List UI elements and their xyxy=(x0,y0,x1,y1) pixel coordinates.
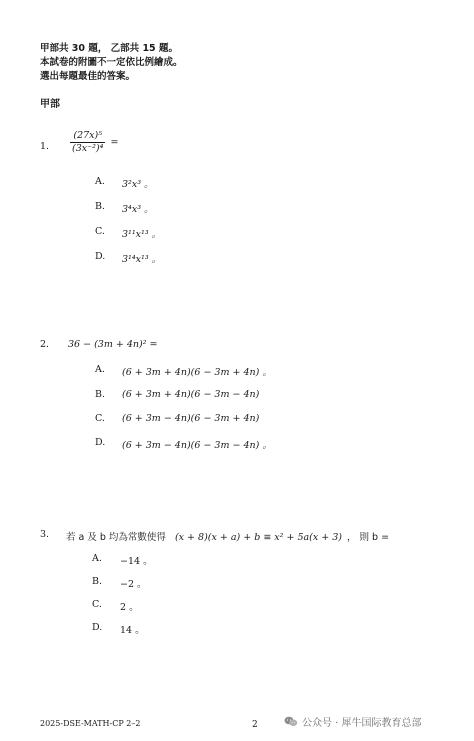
question-3-stem-math: (x + 8)(x + a) + b ≡ x² + 5a(x + 3) xyxy=(174,532,342,543)
q2-option-a-text: (6 + 3m + 4n)(6 − 3m + 4n) 。 xyxy=(122,367,272,378)
question-1-fraction xyxy=(70,130,105,155)
q3-option-c-letter: C. xyxy=(92,599,102,610)
q3-option-b-letter: B. xyxy=(92,576,103,587)
watermark xyxy=(284,714,422,729)
q3-option-a-text: −14 。 xyxy=(120,556,153,567)
q1-option-a-text: 3²x³ 。 xyxy=(122,179,154,190)
question-3-stem-prefix: 若 a 及 b 均為常數使得 xyxy=(66,532,166,543)
q3-option-d-letter: D. xyxy=(92,622,103,633)
question-1-numerator: (27x)⁵ xyxy=(70,130,105,143)
question-2-number: 2. xyxy=(40,339,50,350)
question-1-number: 1. xyxy=(40,141,50,152)
question-3-number: 3. xyxy=(40,529,50,540)
wechat-icon xyxy=(284,716,298,727)
q2-option-c-text: (6 + 3m − 4n)(6 − 3m + 4n) xyxy=(122,413,260,424)
instruction-line-3: 選出每題最佳的答案。 xyxy=(40,71,136,82)
instruction-line-2: 本試卷的附圖不一定依比例繪成。 xyxy=(40,57,183,68)
q3-option-a-letter: A. xyxy=(92,553,102,564)
question-1-stem xyxy=(70,130,119,155)
instruction-line-1: 甲部共 30 題， 乙部共 15 題。 xyxy=(40,43,178,54)
q1-option-b-letter: B. xyxy=(95,201,106,212)
question-3-stem-suffix: ， 則 b = xyxy=(347,532,390,543)
q2-option-d-text: (6 + 3m − 4n)(6 − 3m − 4n) 。 xyxy=(122,440,272,451)
question-2-stem: 36 − (3m + 4n)² = xyxy=(68,339,158,350)
page-number: 2 xyxy=(252,720,258,730)
q2-option-c-letter: C. xyxy=(95,413,105,424)
q3-option-d-text: 14 。 xyxy=(120,625,145,636)
q1-option-c-letter: C. xyxy=(95,226,105,237)
q1-option-d-text: 3¹⁴x¹³ 。 xyxy=(122,254,162,265)
paper-code: 2025-DSE-MATH-CP 2–2 xyxy=(40,719,141,728)
watermark-text: 公众号 · 犀牛国际教育总部 xyxy=(302,718,422,729)
q1-option-a-letter: A. xyxy=(95,176,105,187)
question-1-denominator: (3x⁻²)⁴ xyxy=(72,143,104,154)
q1-option-d-letter: D. xyxy=(95,251,106,262)
q2-option-b-letter: B. xyxy=(95,389,106,400)
q2-option-b-text: (6 + 3m + 4n)(6 − 3m − 4n) xyxy=(122,389,260,400)
section-title: 甲部 xyxy=(40,99,60,110)
q2-option-d-letter: D. xyxy=(95,437,106,448)
q1-option-c-text: 3¹¹x¹³ 。 xyxy=(122,229,162,240)
q3-option-c-text: 2 。 xyxy=(120,602,139,613)
q3-option-b-text: −2 。 xyxy=(120,579,147,590)
q2-option-a-letter: A. xyxy=(95,364,105,375)
question-1-equals: = xyxy=(110,137,119,148)
q1-option-b-text: 3⁴x³ 。 xyxy=(122,204,154,215)
question-3-stem xyxy=(66,529,389,543)
